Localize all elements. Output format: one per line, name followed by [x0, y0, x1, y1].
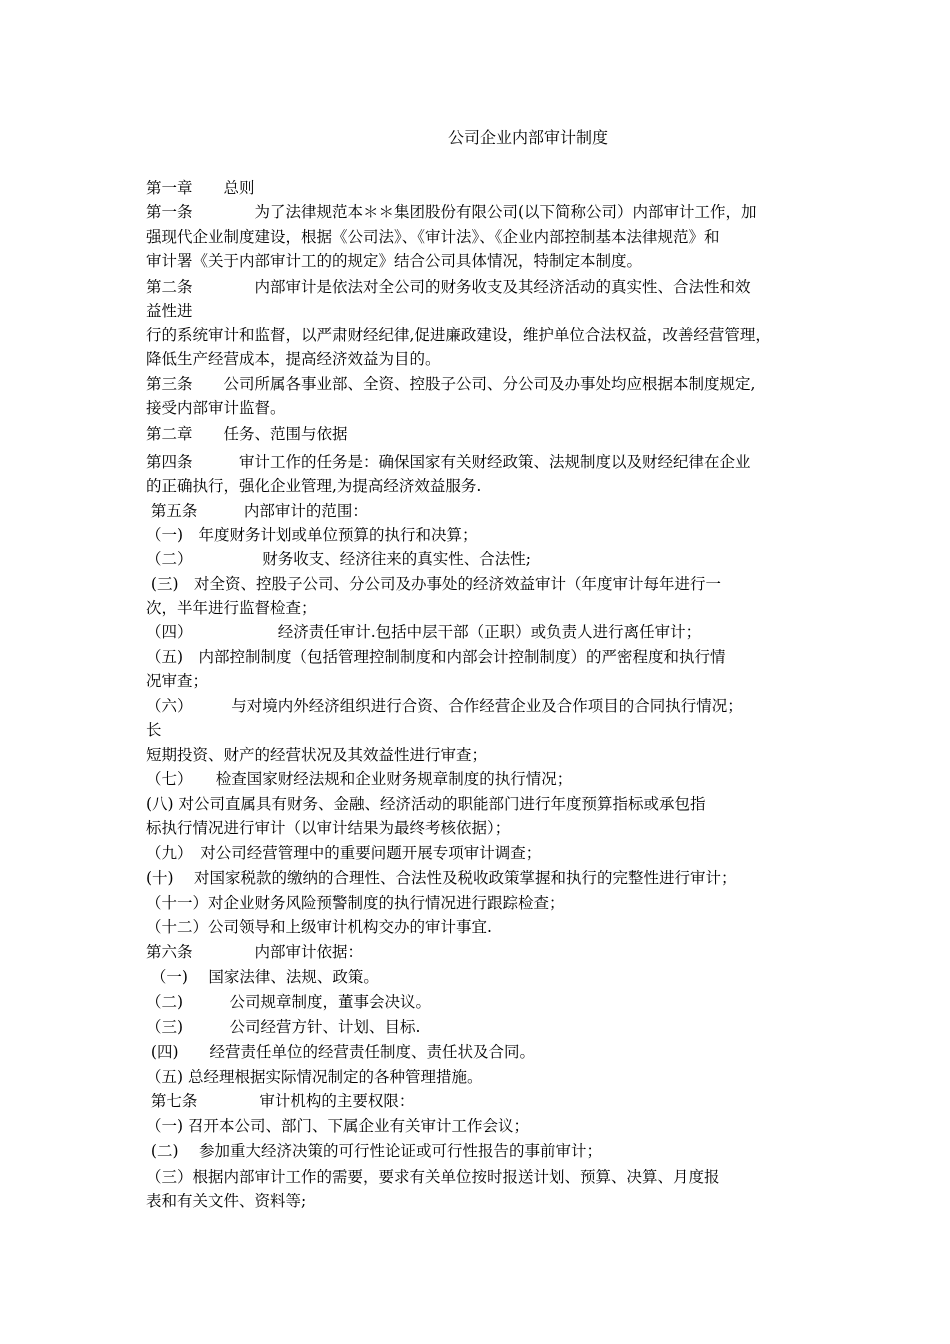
- document-line: 表和有关文件、资料等;: [146, 1192, 307, 1210]
- document-line: 第四条 审计工作的任务是：确保国家有关财经政策、法规制度以及财经纪律在企业: [146, 453, 751, 471]
- document-line: 益性进: [146, 302, 193, 320]
- document-line: （五) 总经理根据实际情况制定的各种管理措施。: [146, 1068, 483, 1086]
- document-line: 长: [146, 721, 162, 739]
- document-line: （七） 检查国家财经法规和企业财务规章制度的执行情况；: [146, 770, 573, 788]
- document-line: （三) 公司经营方针、计划、目标.: [146, 1018, 421, 1036]
- document-line: 次，半年进行监督检查；: [146, 599, 317, 617]
- document-title: 公司企业内部审计制度: [448, 128, 609, 147]
- document-line: 的正确执行，强化企业管理,为提高经济效益服务.: [146, 477, 482, 495]
- document-line: 短期投资、财产的经营状况及其效益性进行审查；: [146, 746, 488, 764]
- document-line: (十) 对国家税款的缴纳的合理性、合法性及税收政策掌握和执行的完整性进行审计；: [146, 869, 737, 887]
- document-line: 况审查；: [146, 672, 209, 690]
- document-line: （二) 公司规章制度，董事会决议。: [146, 993, 432, 1011]
- document-line: (四) 经营责任单位的经营责任制度、责任状及合同。: [146, 1043, 536, 1061]
- document-line: 第三条 公司所属各事业部、全资、控股子公司、分公司及办事处均应根据本制度规定,: [146, 375, 756, 393]
- document-line: 第二条 内部审计是依法对全公司的财务收支及其经济活动的真实性、合法性和效: [146, 278, 751, 296]
- document-line: 第六条 内部审计依据：: [146, 943, 364, 961]
- document-line: （六） 与对境内外经济组织进行合资、合作经营企业及合作项目的合同执行情况；: [146, 697, 743, 715]
- document-line: (二) 参加重大经济决策的可行性论证或可行性报告的事前审计；: [146, 1142, 602, 1160]
- document-line: （二） 财务收支、经济往来的真实性、合法性;: [146, 550, 531, 568]
- document-line: （十一）对企业财务风险预警制度的执行情况进行跟踪检查；: [146, 894, 565, 912]
- document-line: 第二章 任务、范围与依据: [146, 425, 348, 443]
- document-line: （十二）公司领导和上级审计机构交办的审计事宜.: [146, 918, 492, 936]
- document-line: 第七条 审计机构的主要权限：: [146, 1092, 415, 1110]
- document-line: (八) 对公司直属具有财务、金融、经济活动的职能部门进行年度预算指标或承包指: [146, 795, 706, 813]
- document-line: 审计署《关于内部审计工的的规定》结合公司具体情况，特制定本制度。: [146, 252, 643, 270]
- document-line: 标执行情况进行审计（以审计结果为最终考核依据）；: [146, 819, 511, 837]
- document-line: （一) 年度财务计划或单位预算的执行和决算；: [146, 526, 478, 544]
- document-line: 行的系统审计和监督，以严肃财经纪律,促进廉政建设，维护单位合法权益，改善经营管理，: [146, 326, 771, 344]
- document-line: （四） 经济责任审计.包括中层干部（正职）或负责人进行离任审计；: [146, 623, 702, 641]
- document-line: 第一条 为了法律规范本＊＊集团股份有限公司(以下简称公司）内部审计工作，加: [146, 203, 757, 221]
- document-line: 第五条 内部审计的范围：: [146, 502, 368, 520]
- document-line: （一) 国家法律、法规、政策。: [146, 968, 379, 986]
- document-line: 降低生产经营成本，提高经济效益为目的。: [146, 350, 441, 368]
- document-line: （一) 召开本公司、部门、下属企业有关审计工作会议；: [146, 1117, 529, 1135]
- document-line: （九） 对公司经营管理中的重要问题开展专项审计调查；: [146, 844, 542, 862]
- document-line: 第一章 总则: [146, 179, 255, 197]
- document-line: (三) 对全资、控股子公司、分公司及办事处的经济效益审计（年度审计每年进行一: [146, 575, 722, 593]
- document-line: （三）根据内部审计工作的需要，要求有关单位按时报送计划、预算、决算、月度报: [146, 1168, 720, 1186]
- document-line: 接受内部审计监督。: [146, 399, 286, 417]
- document-line: 强现代企业制度建设，根据《公司法》、《审计法》、《企业内部控制基本法律规范》和: [146, 228, 720, 246]
- document-line: （五) 内部控制制度（包括管理控制制度和内部会计控制制度）的严密程度和执行情: [146, 648, 726, 666]
